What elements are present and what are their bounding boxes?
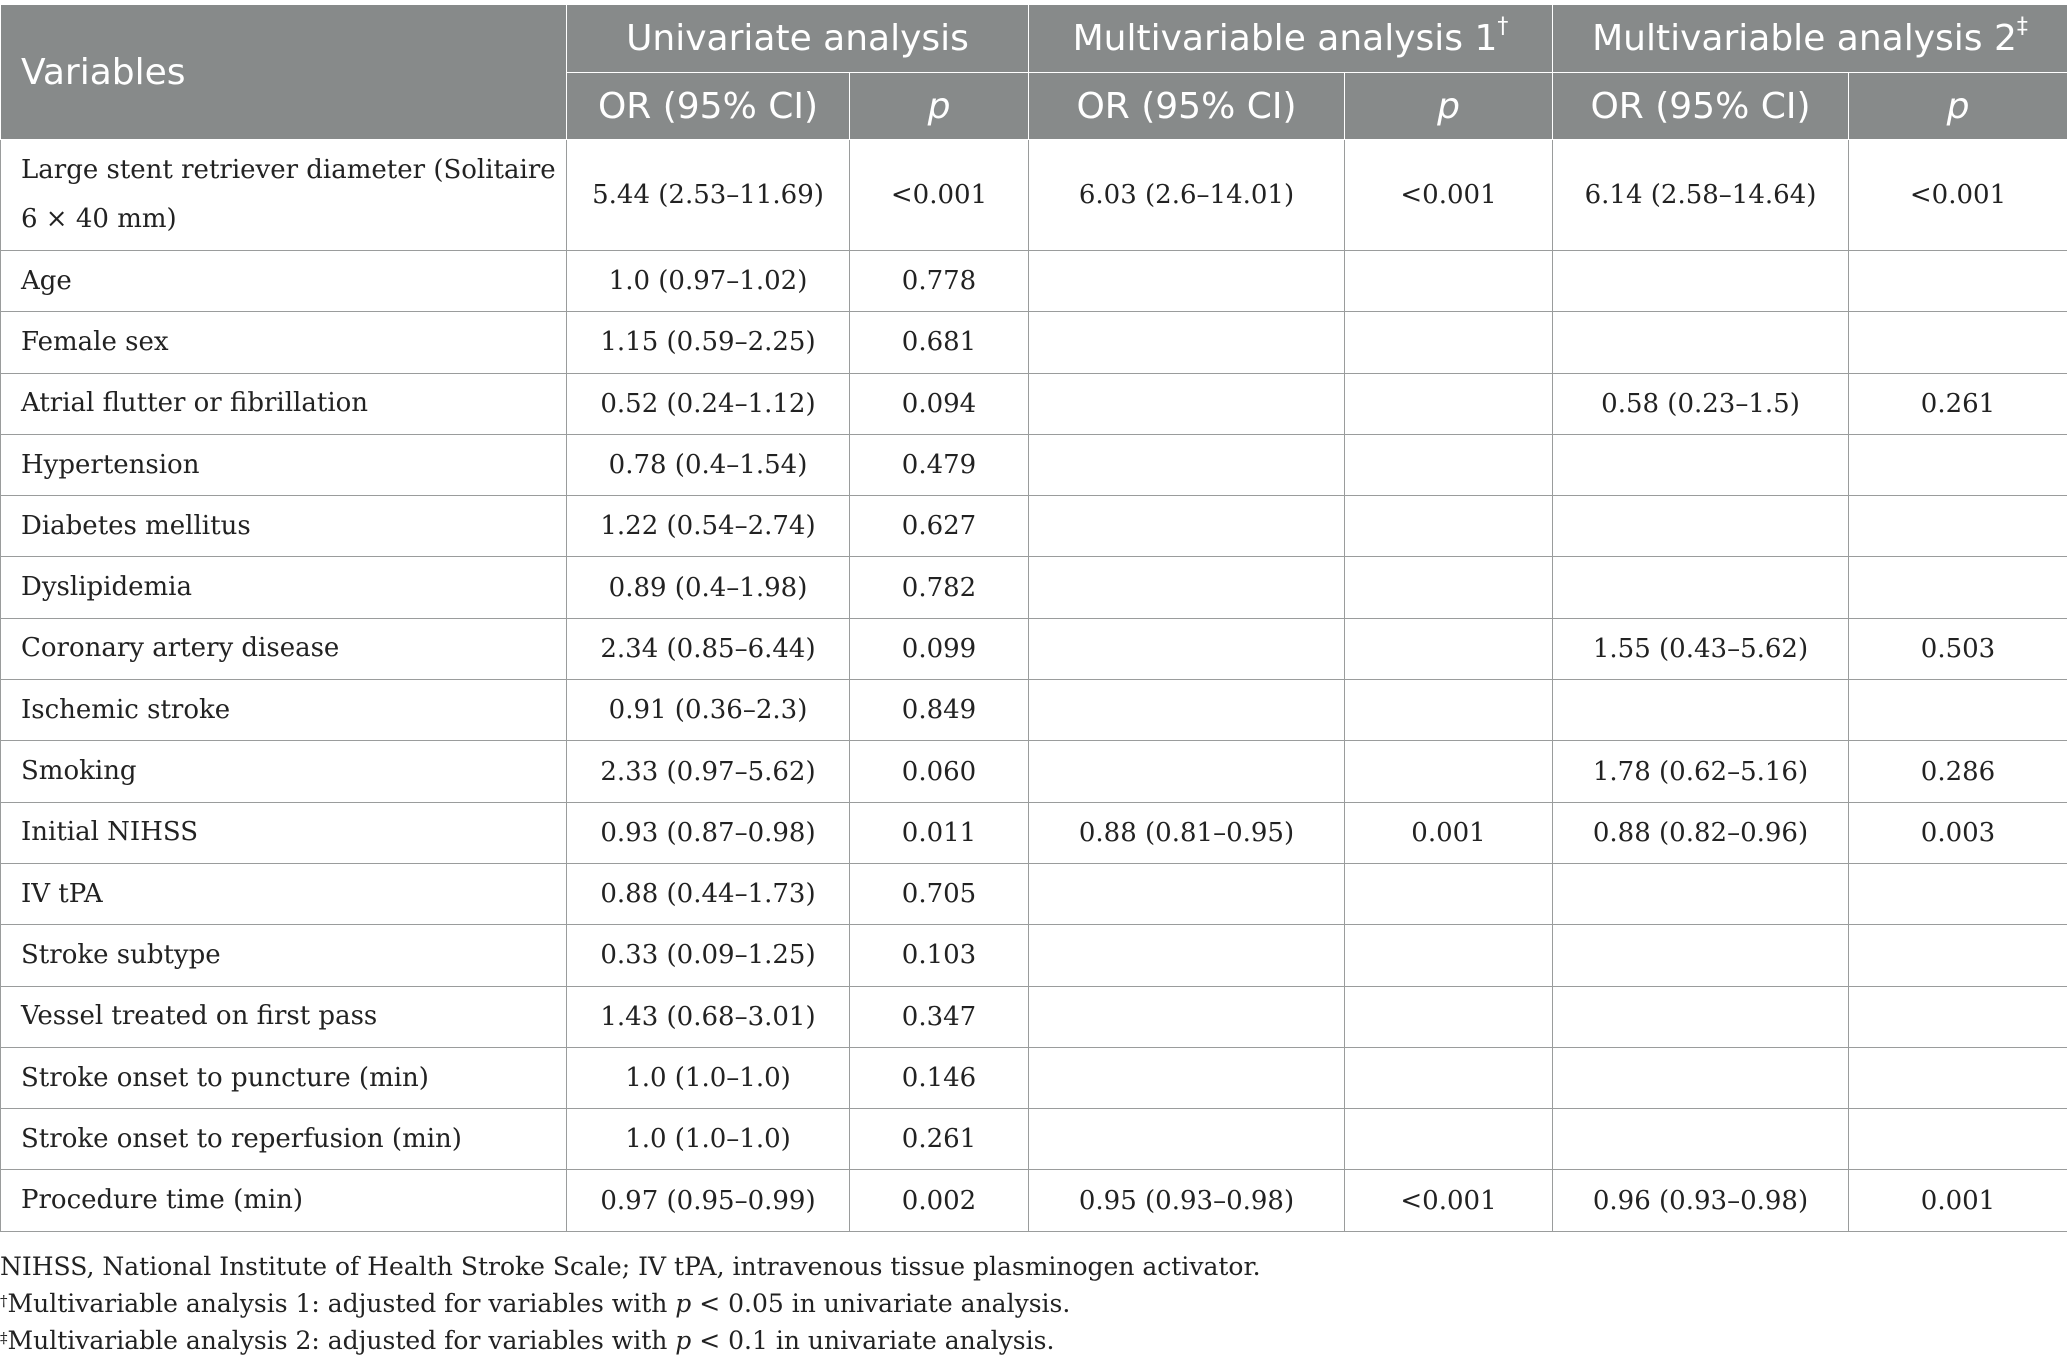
multivariable-2-or-cell [1553,496,1849,557]
multivariable-1-p-cell: <0.001 [1345,140,1553,251]
multivariable-1-or-cell: 0.88 (0.81–0.95) [1029,802,1345,863]
multivariable-2-header: Multivariable analysis 2‡ [1553,5,2067,73]
univariate-p-cell: 0.002 [850,1170,1029,1231]
footnote-2: ‡Multivariable analysis 2: adjusted for variables with p < 0.1 in univariate analysis. [0,1326,1055,1355]
multivariable-1-or-header: OR (95% CI) [1029,73,1345,140]
variable-cell: IV tPA [1,863,567,924]
multivariable-2-p-cell [1849,986,2067,1047]
table-row [1,557,2067,618]
multivariable-2-or-cell [1553,925,1849,986]
multivariable-2-or-header: OR (95% CI) [1553,73,1849,140]
multivariable-2-or-cell [1553,1109,1849,1170]
multivariable-1-or-cell [1029,863,1345,924]
variable-cell: Vessel treated on first pass [1,986,567,1047]
univariate-p-cell: 0.782 [850,557,1029,618]
multivariable-2-p-cell [1849,1109,2067,1170]
multivariable-2-p-cell [1849,680,2067,741]
table-row [1,802,2067,863]
multivariable-1-or-cell [1029,496,1345,557]
multivariable-1-p-cell [1345,925,1553,986]
multivariable-2-or-cell: 1.78 (0.62–5.16) [1553,741,1849,802]
variable-cell: Age [1,251,567,312]
variable-cell: Stroke subtype [1,925,567,986]
multivariable-1-p-cell [1345,312,1553,373]
multivariable-1-or-cell [1029,741,1345,802]
univariate-or-cell: 1.15 (0.59–2.25) [567,312,850,373]
variable-cell: Female sex [1,312,567,373]
table-body [1,140,2067,1232]
univariate-or-cell: 5.44 (2.53–11.69) [567,140,850,251]
variable-cell: Dyslipidemia [1,557,567,618]
univariate-p-cell: 0.261 [850,1109,1029,1170]
multivariable-1-or-cell [1029,1109,1345,1170]
multivariable-2-p-cell: 0.261 [1849,373,2067,434]
multivariable-1-or-cell [1029,680,1345,741]
multivariable-2-p-header: p [1849,73,2067,140]
variable-cell: Stroke onset to puncture (min) [1,1047,567,1108]
abbreviations-note: NIHSS, National Institute of Health Stroke Scale; IV tPA, intravenous tissue plasminogen activator. [0,1252,1261,1281]
univariate-p-cell: <0.001 [850,140,1029,251]
univariate-p-cell: 0.011 [850,802,1029,863]
multivariable-1-or-cell [1029,434,1345,495]
univariate-or-cell: 1.0 (1.0–1.0) [567,1047,850,1108]
multivariable-1-or-cell [1029,1047,1345,1108]
multivariable-2-p-cell [1849,1047,2067,1108]
variable-cell: Diabetes mellitus [1,496,567,557]
multivariable-1-p-cell: 0.001 [1345,802,1553,863]
table-row [1,251,2067,312]
univariate-p-cell: 0.849 [850,680,1029,741]
univariate-p-cell: 0.681 [850,312,1029,373]
multivariable-1-or-cell [1029,986,1345,1047]
variable-cell: Coronary artery disease [1,618,567,679]
univariate-p-cell: 0.103 [850,925,1029,986]
multivariable-2-p-cell: <0.001 [1849,140,2067,251]
univariate-p-cell: 0.099 [850,618,1029,679]
multivariable-1-p-cell [1345,986,1553,1047]
table-row [1,741,2067,802]
univariate-header: Univariate analysis [567,5,1029,73]
multivariable-1-or-cell [1029,925,1345,986]
multivariable-1-or-cell [1029,618,1345,679]
table-row [1,373,2067,434]
multivariable-1-p-cell [1345,373,1553,434]
multivariable-2-or-cell: 0.58 (0.23–1.5) [1553,373,1849,434]
multivariable-1-or-cell [1029,312,1345,373]
table-row [1,496,2067,557]
table-row [1,618,2067,679]
multivariable-2-p-cell [1849,925,2067,986]
univariate-or-cell: 1.0 (1.0–1.0) [567,1109,850,1170]
univariate-or-cell: 0.52 (0.24–1.12) [567,373,850,434]
univariate-p-cell: 0.347 [850,986,1029,1047]
variable-cell: Ischemic stroke [1,680,567,741]
univariate-or-cell: 0.91 (0.36–2.3) [567,680,850,741]
variable-cell: Procedure time (min) [1,1170,567,1231]
multivariable-2-or-cell: 0.88 (0.82–0.96) [1553,802,1849,863]
multivariable-1-or-cell [1029,251,1345,312]
univariate-or-header: OR (95% CI) [567,73,850,140]
multivariable-1-or-cell [1029,557,1345,618]
univariate-p-cell: 0.627 [850,496,1029,557]
multivariable-1-p-cell [1345,741,1553,802]
multivariable-1-header: Multivariable analysis 1† [1029,5,1553,73]
multivariable-1-or-cell: 6.03 (2.6–14.01) [1029,140,1345,251]
univariate-or-cell: 1.0 (0.97–1.02) [567,251,850,312]
univariate-or-cell: 0.78 (0.4–1.54) [567,434,850,495]
univariate-p-cell: 0.778 [850,251,1029,312]
univariate-or-cell: 0.88 (0.44–1.73) [567,863,850,924]
univariate-or-cell: 1.22 (0.54–2.74) [567,496,850,557]
table-header [1,5,2067,140]
multivariable-2-p-cell: 0.503 [1849,618,2067,679]
multivariable-1-or-cell [1029,373,1345,434]
table-row [1,434,2067,495]
multivariable-1-p-cell [1345,618,1553,679]
univariate-p-cell: 0.094 [850,373,1029,434]
univariate-or-cell: 1.43 (0.68–3.01) [567,986,850,1047]
footnotes [0,1248,2067,1359]
multivariable-1-p-cell [1345,1047,1553,1108]
multivariable-2-or-cell [1553,863,1849,924]
multivariable-2-p-cell [1849,863,2067,924]
multivariable-2-or-cell [1553,986,1849,1047]
univariate-p-cell: 0.060 [850,741,1029,802]
table-row [1,925,2067,986]
multivariable-2-or-cell: 6.14 (2.58–14.64) [1553,140,1849,251]
results-table [0,4,2067,1232]
multivariable-2-p-cell [1849,557,2067,618]
multivariable-2-p-cell [1849,312,2067,373]
multivariable-1-p-cell [1345,496,1553,557]
variable-cell: Atrial flutter or fibrillation [1,373,567,434]
variables-header: Variables [1,5,567,140]
variable-cell: Stroke onset to reperfusion (min) [1,1109,567,1170]
univariate-p-cell: 0.146 [850,1047,1029,1108]
variable-cell: Initial NIHSS [1,802,567,863]
univariate-or-cell: 0.33 (0.09–1.25) [567,925,850,986]
multivariable-2-p-cell: 0.001 [1849,1170,2067,1231]
multivariable-2-p-cell: 0.286 [1849,741,2067,802]
multivariable-1-p-cell [1345,434,1553,495]
variable-cell: Smoking [1,741,567,802]
multivariable-1-p-cell [1345,1109,1553,1170]
footnote-1: †Multivariable analysis 1: adjusted for variables with p < 0.05 in univariate analysis. [0,1289,1071,1318]
multivariable-2-or-cell [1553,434,1849,495]
multivariable-2-p-cell: 0.003 [1849,802,2067,863]
univariate-or-cell: 2.33 (0.97–5.62) [567,741,850,802]
univariate-or-cell: 0.97 (0.95–0.99) [567,1170,850,1231]
multivariable-2-or-cell [1553,251,1849,312]
multivariable-2-or-cell [1553,312,1849,373]
multivariable-2-p-cell [1849,496,2067,557]
univariate-or-cell: 2.34 (0.85–6.44) [567,618,850,679]
table-row [1,312,2067,373]
multivariable-1-p-cell: <0.001 [1345,1170,1553,1231]
multivariable-2-or-cell [1553,1047,1849,1108]
multivariable-2-p-cell [1849,434,2067,495]
multivariable-1-or-cell: 0.95 (0.93–0.98) [1029,1170,1345,1231]
multivariable-2-or-cell: 0.96 (0.93–0.98) [1553,1170,1849,1231]
variable-cell: Large stent retriever diameter (Solitaire 6 × 40 mm) [1,140,567,251]
univariate-or-cell: 0.89 (0.4–1.98) [567,557,850,618]
univariate-or-cell: 0.93 (0.87–0.98) [567,802,850,863]
table-row [1,863,2067,924]
multivariable-2-or-cell [1553,557,1849,618]
multivariable-2-p-cell [1849,251,2067,312]
multivariable-1-p-header: p [1345,73,1553,140]
multivariable-1-p-cell [1345,680,1553,741]
table-row [1,1047,2067,1108]
univariate-p-cell: 0.705 [850,863,1029,924]
table-row [1,1170,2067,1231]
table-row [1,1109,2067,1170]
univariate-p-header: p [850,73,1029,140]
multivariable-1-p-cell [1345,251,1553,312]
table-row [1,140,2067,251]
table-row [1,986,2067,1047]
multivariable-2-or-cell: 1.55 (0.43–5.62) [1553,618,1849,679]
variable-cell: Hypertension [1,434,567,495]
univariate-p-cell: 0.479 [850,434,1029,495]
multivariable-1-p-cell [1345,557,1553,618]
table-row [1,680,2067,741]
multivariable-1-p-cell [1345,863,1553,924]
multivariable-2-or-cell [1553,680,1849,741]
